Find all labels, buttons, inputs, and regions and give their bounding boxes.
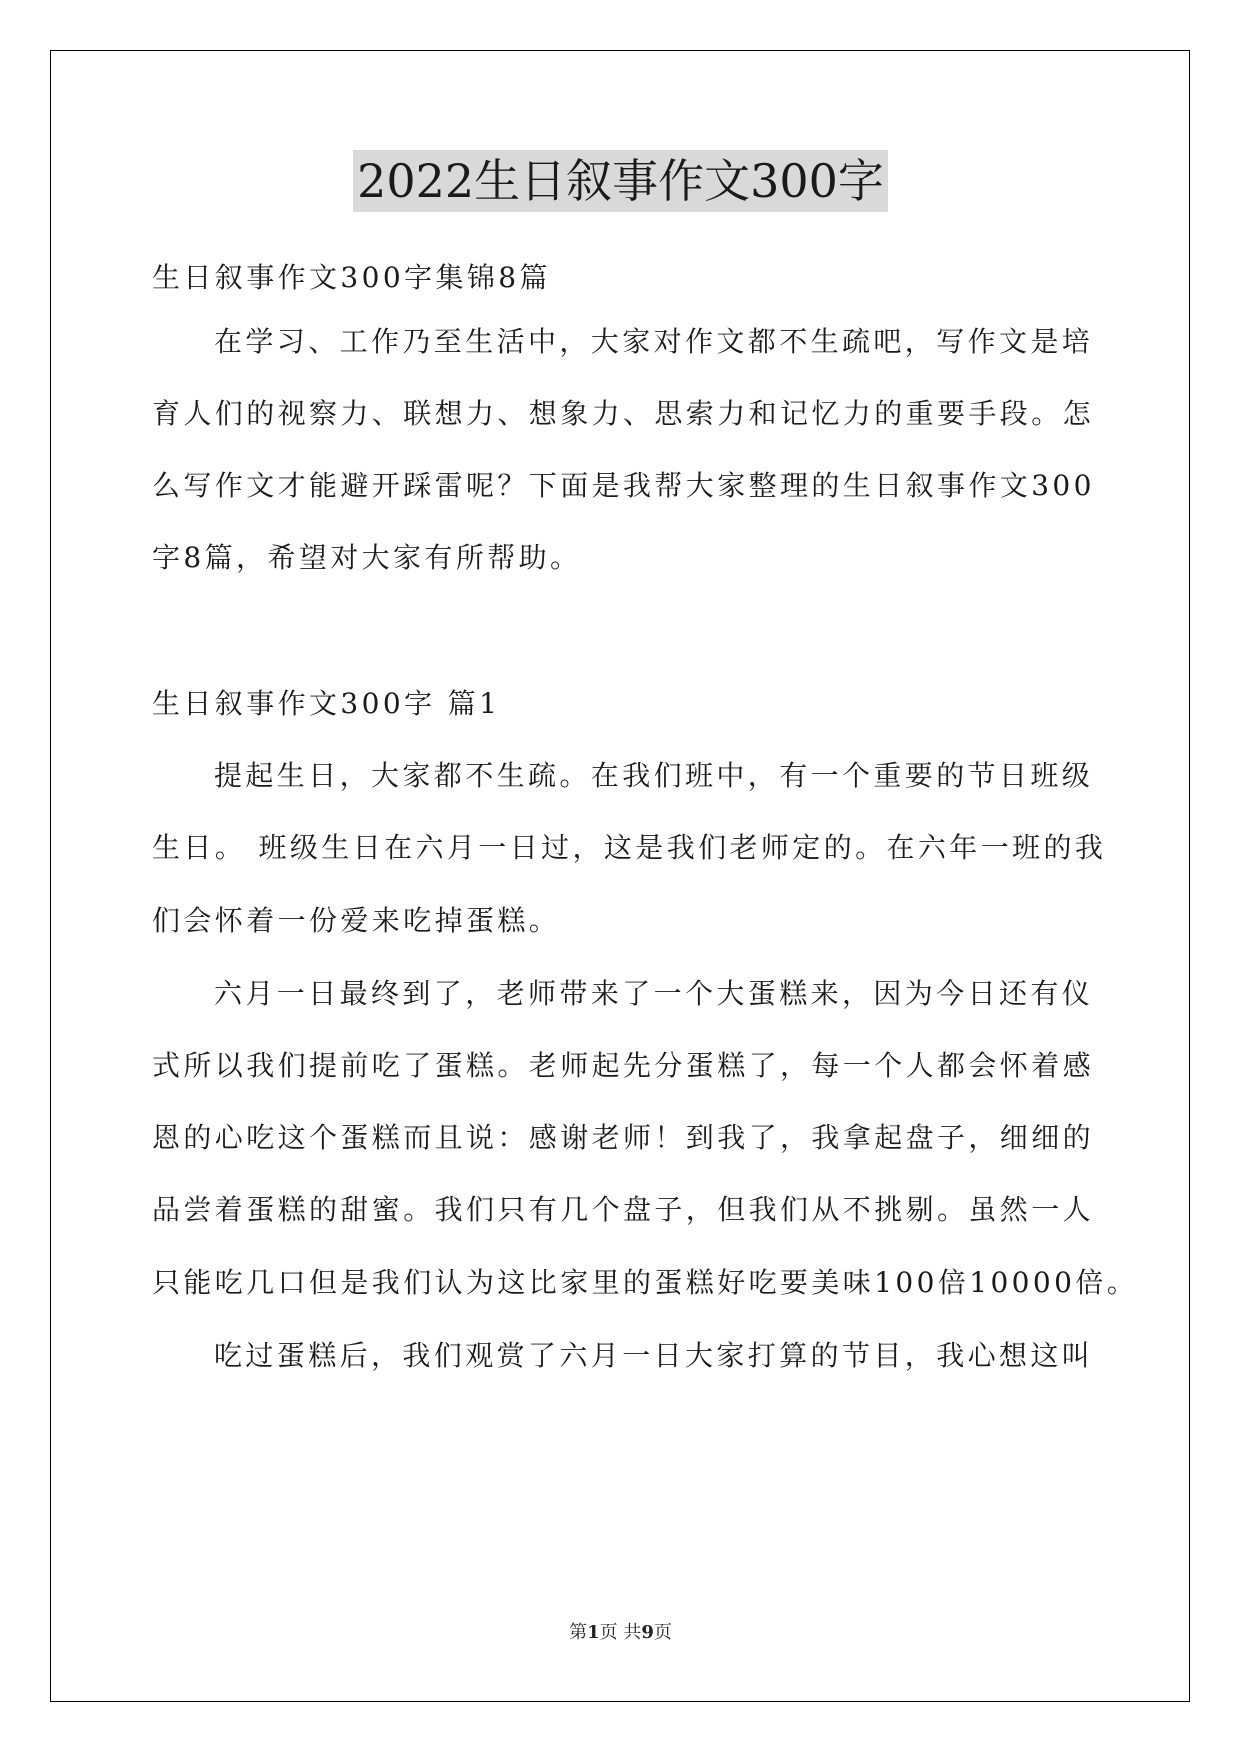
page-border — [50, 50, 1190, 1702]
body-line: 六月一日最终到了，老师带来了一个大蛋糕来，因为今日还有仪 — [214, 977, 1094, 1010]
body-line: 品尝着蛋糕的甜蜜。我们只有几个盘子，但我们从不挑剔。虽然一人 — [152, 1193, 1095, 1226]
body-line: 吃过蛋糕后，我们观赏了六月一日大家打算的节目，我心想这叫 — [214, 1339, 1094, 1372]
body-line: 式所以我们提前吃了蛋糕。老师起先分蛋糕了，每一个人都会怀着感 — [152, 1049, 1095, 1082]
intro-line: 字8篇，希望对大家有所帮助。 — [152, 541, 582, 574]
total-page-number: 9 — [641, 1622, 654, 1643]
body-line: 恩的心吃这个蛋糕而且说：感谢老师！到我了，我拿起盘子，细细的 — [152, 1121, 1095, 1154]
page-footer — [0, 1618, 1241, 1644]
body-line: 们会怀着一份爱来吃掉蛋糕。 — [152, 904, 561, 937]
page-prefix: 第 — [569, 1622, 588, 1643]
intro-line: 在学习、工作乃至生活中，大家对作文都不生疏吧，写作文是培 — [214, 325, 1094, 358]
section-heading: 生日叙事作文300字 篇1 — [152, 687, 501, 720]
title-wrapper — [0, 150, 1241, 212]
body-line: 生日。 班级生日在六月一日过，这是我们老师定的。在六年一班的我 — [152, 831, 1107, 864]
document-title: 2022生日叙事作文300字 — [353, 150, 888, 212]
body-line: 提起生日，大家都不生疏。在我们班中，有一个重要的节日班级 — [214, 759, 1094, 792]
current-page-number: 1 — [587, 1622, 600, 1643]
body-line: 只能吃几口但是我们认为这比家里的蛋糕好吃要美味100倍10000倍。 — [152, 1266, 1139, 1299]
intro-line: 育人们的视察力、联想力、想象力、思索力和记忆力的重要手段。怎 — [152, 397, 1095, 430]
subtitle: 生日叙事作文300字集锦8篇 — [152, 261, 551, 294]
page-mid: 页 共 — [599, 1622, 642, 1643]
intro-line: 么写作文才能避开踩雷呢？下面是我帮大家整理的生日叙事作文300 — [152, 469, 1095, 502]
page-suffix: 页 — [653, 1622, 672, 1643]
